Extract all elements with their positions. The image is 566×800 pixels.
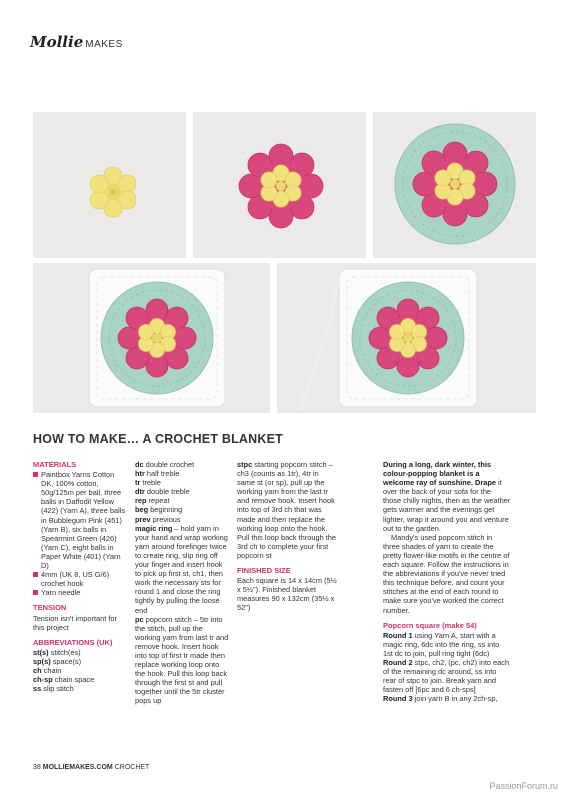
abbreviation-item: beg beginning [135, 505, 183, 515]
intro-paragraph: During a long, dark winter, this colour-popping blanket is a welcome ray of sunshine. Drape it over the back of your sofa for the those chilly nights, then as the weather gets warmer and the evenings get lighter, wrap it around you and venture out to the garden. [383, 460, 511, 533]
tension-heading: TENSION [33, 603, 67, 613]
material-item: 4mm (UK 8, US G/6) crochet hook [33, 570, 127, 588]
pattern-heading: Popcorn square (make 54) [383, 620, 477, 630]
round-item: Round 2 stpc, ch2, (pc, ch2) into each of the remaining dc around, ss into rear of stpc to join. Break yarn and fasten off [6pc and 6 ch-sps] [383, 657, 510, 695]
abbreviation-item: tr treble [135, 478, 161, 488]
intro-paragraph-2: Mandy's used popcorn stitch in three shades of yarn to create the pretty flower-like motifs in the centre of each square. Follow the instructions in the abbreviations if you've never tried this technique before, and count your stitches at the end of each round to make sure you've worked the correct number. [383, 532, 510, 615]
abbreviation-item: dtr double treble [135, 487, 190, 497]
page-number: 38 [33, 764, 41, 771]
abbreviation-item: pc popcorn stitch – 5tr into the stitch, pull up the working yarn from last tr and remove hook. Insert hook into top of first tr made then replace working loop onto the hook. Pull this loop back through the first st and pull together until the 5tr cluster pops up [135, 614, 229, 706]
pink-flower-image [193, 112, 366, 258]
photo-pink-flower [193, 112, 366, 258]
material-item: Yarn needle [33, 588, 127, 597]
photo-yellow-flower [33, 112, 186, 258]
footer-site: MOLLIEMAKES.COM [42, 764, 113, 771]
abbreviation-item: ch-sp chain space [33, 675, 95, 685]
abbreviation-item: ss slip stitch [33, 684, 74, 694]
abbreviation-item: prev previous [135, 514, 181, 524]
column-popcorn-finished [237, 460, 337, 613]
mint-ring-image [373, 112, 536, 258]
finished-size-text: Each square is 14 x 14cm (5½ x 5½"). Finished blanket measures 90 x 132cm (35½ x 52") [237, 576, 337, 613]
column-instructions [383, 460, 511, 703]
column-abbreviations [135, 460, 229, 706]
photo-square-with-yarn [277, 263, 536, 413]
round-item: Round 3 join yarn B in any 2ch-sp, [383, 694, 498, 704]
abbreviation-item: ch chain [33, 665, 62, 675]
abbreviation-item: magic ring – hold yarn in your hand and wrap working yarn around forefinger twice to create ring, slip ring off your finger and insert hook to pick up first st, ch1, then work the necessary sts for round 1 and close the ring tightly by pulling the loose end [135, 523, 228, 615]
photo-granny-square [33, 263, 270, 413]
square-with-yarn-image [277, 263, 536, 413]
watermark-credit: PassionForum.ru [489, 781, 558, 791]
abbreviations-heading: ABBREVIATIONS (UK) [33, 637, 113, 647]
abbreviation-item: sp(s) space(s) [33, 656, 82, 666]
section-title: HOW TO MAKE… A CROCHET BLANKET [33, 432, 283, 446]
abbreviation-item: htr half treble [135, 469, 180, 479]
abbreviation-item: stpc starting popcorn stitch – ch3 (counts as 1tr), 4tr in same st (or sp), pull up the working yarn from the last tr and remove hook. Insert hook into top of 3rd ch that was made and then replace the working loop onto the hook. Pull this loop back through the 3rd ch to complete your first popcorn st [237, 460, 337, 560]
yellow-flower-image [33, 112, 186, 258]
page-footer [33, 764, 149, 771]
abbreviation-item: rep repeat [135, 496, 170, 506]
granny-square-image [33, 263, 270, 413]
column-materials [33, 460, 127, 693]
finished-size-heading: FINISHED SIZE [237, 566, 291, 576]
masthead [30, 33, 123, 51]
brand-makes: MAKES [85, 39, 123, 50]
abbreviation-item: st(s) stitch(es) [33, 647, 81, 657]
materials-heading: MATERIALS [33, 460, 77, 469]
photo-mint-ring [373, 112, 536, 258]
footer-section: CROCHET [114, 764, 150, 771]
round-item: Round 1 using Yarn A, start with a magic ring, 6dc into the ring, ss into 1st dc to join, pull ring tight (6dc) [383, 630, 500, 658]
abbreviation-item: dc double crochet [135, 460, 195, 469]
brand-logo: Mollie [30, 33, 84, 51]
tension-text: Tension isn't important for this project [33, 613, 117, 632]
material-item: Paintbox Yarns Cotton DK, 100% cotton, 50g/125m per ball, three balls in Daffodil Yellow (422) (Yarn A), three balls in Bubblegum Pink (451) (Yarn B), six balls in Spearmint Green (426) (Yarn C), eight balls in Paper White (401) (Yarn D) [33, 470, 127, 570]
